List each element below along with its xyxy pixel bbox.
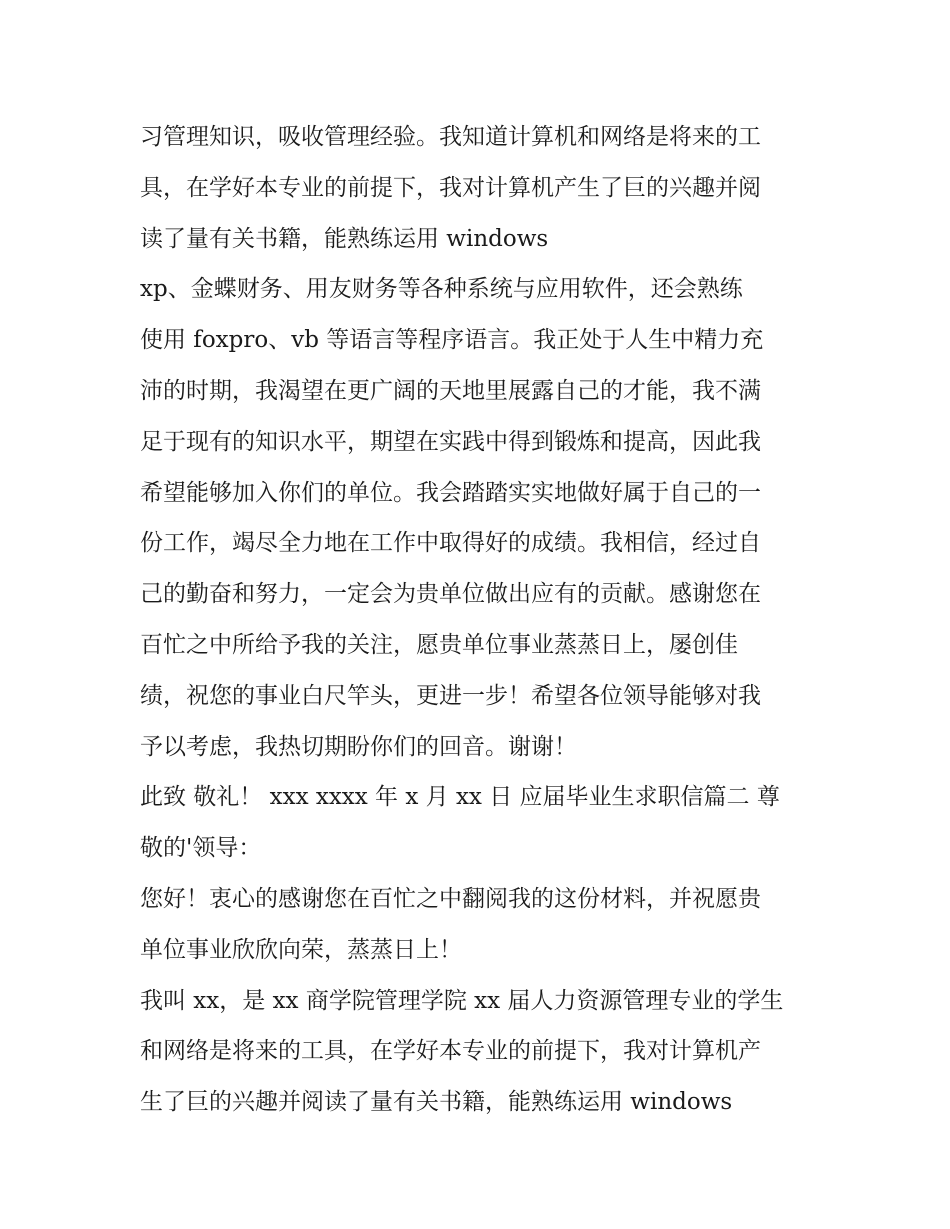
text-line: 习管理知识，吸收管理经验。我知道计算机和网络是将来的工 — [140, 124, 761, 150]
text-line: 敬的'领导： — [140, 835, 262, 862]
text-line: 我叫 xx，是 xx 商学院管理学院 xx 届人力资源管理专业的学生 — [140, 987, 784, 1014]
text-line: 予以考虑，我热切期盼你们的回音。谢谢！ — [140, 733, 577, 760]
text-line: 单位事业欣欣向荣，蒸蒸日上！ — [140, 936, 462, 963]
text-line: 和网络是将来的工具，在学好本专业的前提下，我对计算机产 — [140, 1038, 761, 1065]
text-line: 使用 foxpro、vb 等语言等程序语言。我正处于人生中精力充 — [140, 327, 764, 354]
text-line: 希望能够加入你们的单位。我会踏踏实实地做好属于自己的一 — [140, 479, 761, 506]
text-line: 足于现有的知识水平，期望在实践中得到锻炼和提高，因此我 — [140, 428, 761, 455]
text-line: 读了量有关书籍，能熟练运用 windows — [140, 225, 549, 252]
body-text — [140, 112, 820, 1128]
text-line: 您好！衷心的感谢您在百忙之中翻阅我的这份材料，并祝愿贵 — [140, 885, 761, 912]
text-line: 份工作，竭尽全力地在工作中取得好的成绩。我相信，经过自 — [140, 530, 761, 557]
text-line: 生了巨的兴趣并阅读了量有关书籍，能熟练运用 windows — [140, 1089, 733, 1116]
text-line: 具，在学好本专业的前提下，我对计算机产生了巨的兴趣并阅 — [140, 174, 761, 201]
text-line: xp、金蝶财务、用友财务等各种系统与应用软件，还会熟练 — [140, 276, 743, 303]
text-line: 己的勤奋和努力，一定会为贵单位做出应有的贡献。感谢您在 — [140, 581, 761, 608]
text-line: 此致 敬礼！ xxx xxxx 年 x 月 xx 日 应届毕业生求职信篇二 尊 — [140, 784, 780, 811]
text-line: 绩，祝您的事业白尺竿头，更进一步！希望各位领导能够对我 — [140, 682, 761, 709]
text-line: 百忙之中所给予我的关注，愿贵单位事业蒸蒸日上，屡创佳 — [140, 631, 738, 658]
text-line: 沛的时期，我渴望在更广阔的天地里展露自己的才能，我不满 — [140, 377, 761, 404]
